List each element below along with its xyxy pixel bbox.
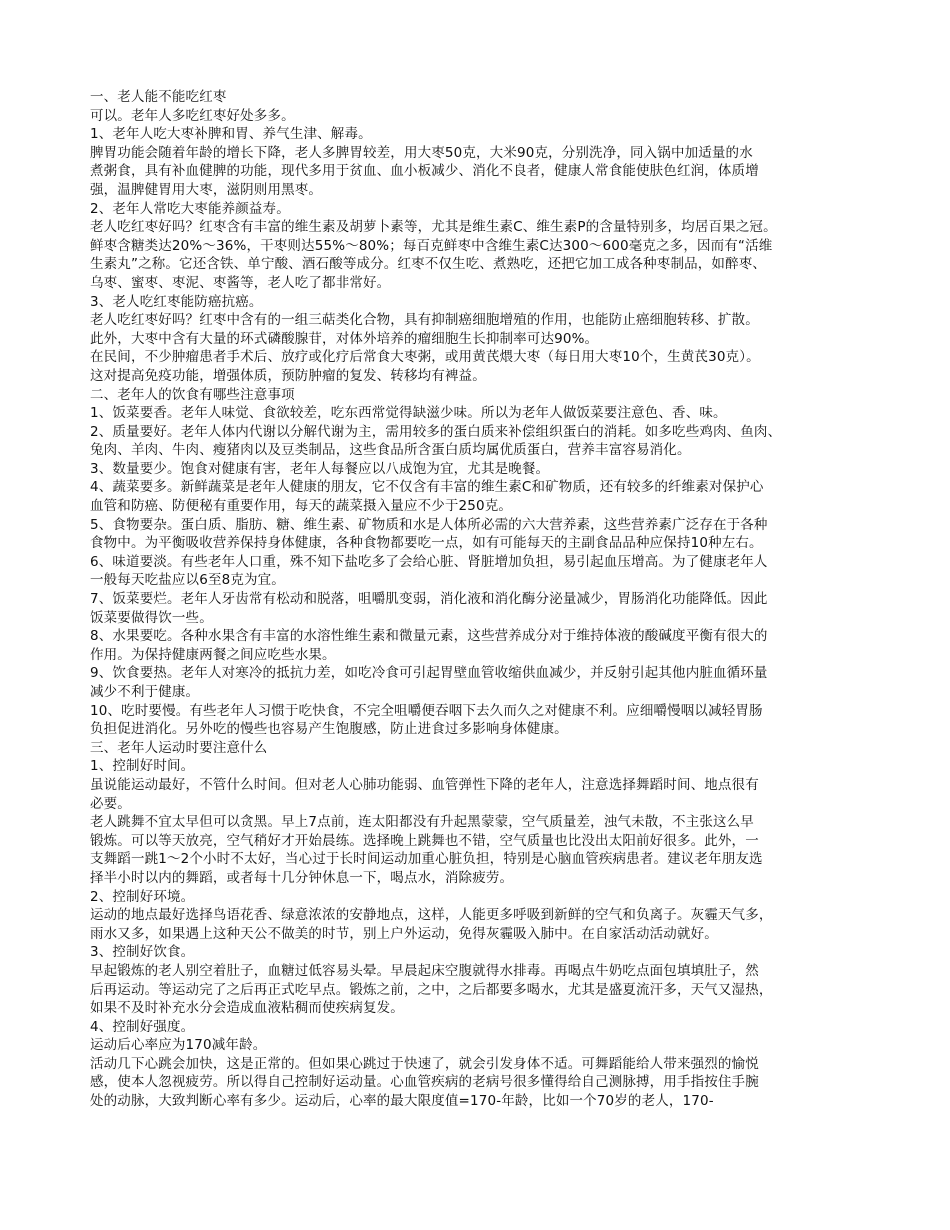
- text-line: 此外，大枣中含有大量的环式磷酸腺苷，对体外培养的瘤细胞生长抑制率可达90%。: [90, 330, 599, 347]
- text-line: 2、老年人常吃大枣能养颜益寿。: [90, 200, 290, 217]
- text-line: 一、老人能不能吃红枣: [90, 89, 227, 105]
- text-line: 鲜枣含糖类达20%～36%，干枣则达55%～80%；每百克鲜枣中含维生素C达300～600毫克之多，因而有“活维: [90, 237, 773, 254]
- text-line: 支舞蹈一跳1～2个小时不太好，当心过于长时间运动加重心脏负担，特别是心脑血管疾病患者。建议老年朋友选: [90, 851, 763, 868]
- text-line: 饭菜要做得饮一些。: [90, 609, 213, 626]
- text-line: 可以。老年人多吃红枣好处多多。: [90, 107, 295, 124]
- text-line: 雨水又多，如果遇上这种天公不做美的时节，别上户外运动，免得灰霾吸入肺中。在自家活动活动就好。: [90, 925, 718, 942]
- text-line: 后再运动。等运动完了之后再正式吃早点。锻炼之前，之中，之后都要多喝水，尤其是盛夏流汗多，天气又湿热，: [90, 981, 773, 998]
- text-line: 血管和防癌、防便秘有重要作用，每天的蔬菜摄入量应不少于250克。: [90, 498, 513, 515]
- text-line: 兔肉、羊肉、牛肉、瘦猪肉以及豆类制品，这些食品所含蛋白质均属优质蛋白，营养丰富容易消化。: [90, 442, 691, 459]
- text-line: 锻炼。可以等天放亮，空气稍好才开始晨练。选择晚上跳舞也不错，空气质量也比没出太阳前好很多。此外，一: [90, 832, 759, 849]
- text-line: 虽说能运动最好，不管什么时间。但对老人心肺功能弱、血管弹性下降的老年人，注意选择舞蹈时间、地点很有: [90, 776, 759, 793]
- text-line: 7、饭菜要烂。老年人牙齿常有松动和脱落，咀嚼肌变弱，消化液和消化酶分泌量减少，胃肠消化功能降低。因此: [90, 591, 768, 608]
- text-line: 感，使本人忽视疲劳。所以得自己控制好运动量。心血管疾病的老病号很多懂得给自己测脉搏，用手指按住手腕: [90, 1074, 759, 1091]
- text-line: 8、水果要吃。各种水果含有丰富的水溶性维生素和微量元素，这些营养成分对于维持体液的酸碱度平衡有很大的: [90, 628, 768, 645]
- text-line: 早起锻炼的老人别空着肚子，血糖过低容易头晕。早晨起床空腹就得水排毒。再喝点牛奶吃点面包填填肚子，然: [90, 962, 759, 979]
- text-line: 10、吃时要慢。有些老年人习惯于吃快食，不完全咀嚼便吞咽下去久而久之对健康不利。应细嚼慢咽以减轻胃肠: [90, 702, 763, 719]
- text-line: 老人吃红枣好吗？红枣中含有的一组三萜类化合物，具有抑制癌细胞增殖的作用，也能防止癌细胞转移、扩散。: [90, 312, 759, 329]
- text-line: 脾胃功能会随着年龄的增长下降，老人多脾胃较差，用大枣50克，大米90克，分别洗净，同入锅中加适量的水: [90, 144, 753, 161]
- text-line: 2、质量要好。老年人体内代谢以分解代谢为主，需用较多的蛋白质来补偿组织蛋白的消耗。如多吃些鸡肉、鱼肉、: [90, 423, 782, 440]
- text-line: 三、老年人运动时要注意什么: [90, 739, 268, 756]
- text-line: 运动的地点最好选择鸟语花香、绿意浓浓的安静地点，这样，人能更多呼吸到新鲜的空气和负离子。灰霾天气多，: [90, 907, 773, 924]
- text-line: 老人吃红枣好吗？红枣含有丰富的维生素及胡萝卜素等，尤其是维生素C、维生素P的含量特别多，均居百果之冠。: [90, 219, 777, 236]
- text-line: 3、老人吃红枣能防癌抗癌。: [90, 293, 263, 310]
- text-line: 运动后心率应为170减年龄。: [90, 1037, 267, 1054]
- text-line: 处的动脉，大致判断心率有多少。运动后，心率的最大限度值=170-年龄，比如一个70岁的老人，170-: [90, 1093, 714, 1110]
- text-line: 1、老年人吃大枣补脾和胃、养气生津、解毒。: [90, 126, 372, 143]
- text-line: 食物中。为平衡吸收营养保持身体健康，各种食物都要吃一点，如有可能每天的主副食品品种应保持10种左右。: [90, 535, 763, 552]
- text-line: 活动几下心跳会加快，这是正常的。但如果心跳过于快速了，就会引发身体不适。可舞蹈能给人带来强烈的愉悦: [90, 1055, 759, 1072]
- text-line: 2、控制好环境。: [90, 888, 195, 905]
- text-line: 必要。: [90, 795, 131, 812]
- text-line: 作用。为保持健康两餐之间应吃些水果。: [90, 646, 336, 663]
- text-line: 6、味道要淡。有些老年人口重，殊不知下盐吃多了会给心脏、肾脏增加负担，易引起血压增高。为了健康老年人: [90, 553, 768, 570]
- text-line: 生素丸”之称。它还含铁、单宁酸、酒石酸等成分。红枣不仅生吃、煮熟吃，还把它加工成各种枣制品，如醉枣、: [90, 256, 766, 273]
- text-line: 择半小时以内的舞蹈，或者每十几分钟休息一下，喝点水，消除疲劳。: [90, 869, 514, 886]
- text-line: 5、食物要杂。蛋白质、脂肪、糖、维生素、矿物质和水是人体所必需的六大营养素，这些营养素广泛存在于各种: [90, 516, 768, 533]
- text-line: 乌枣、蜜枣、枣泥、枣酱等，老人吃了都非常好。: [90, 274, 391, 291]
- text-line: 这对提高免疫功能，增强体质，预防肿瘤的复发、转移均有裨益。: [90, 367, 486, 384]
- text-line: 煮粥食，具有补血健脾的功能，现代多用于贫血、血小板减少、消化不良者，健康人常食能使肤色红润，体质增: [90, 163, 759, 180]
- text-line: 如果不及时补充水分会造成血液粘稠而使疾病复发。: [90, 1000, 404, 1017]
- text-line: 1、饭菜要香。老年人味觉、食欲较差，吃东西常觉得缺滋少味。所以为老年人做饭菜要注意色、香、味。: [90, 405, 727, 422]
- text-line: 3、数量要少。饱食对健康有害，老年人每餐应以八成饱为宜，尤其是晚餐。: [90, 460, 550, 477]
- text-line: 在民间，不少肿瘤患者手术后、放疗或化疗后常食大枣粥，或用黄芪煨大枣（每日用大枣10个，生黄芪30克）。: [90, 349, 760, 366]
- text-line: 减少不利于健康。: [90, 684, 200, 700]
- document-page: [90, 88, 870, 1111]
- text-line: 负担促进消化。另外吃的慢些也容易产生饱腹感，防止进食过多影响身体健康。: [90, 721, 568, 738]
- text-line: 4、蔬菜要多。新鲜蔬菜是老年人健康的朋友，它不仅含有丰富的维生素C和矿物质，还有较多的纤维素对保护心: [90, 479, 764, 496]
- text-line: 强，温脾健胃用大枣，滋阴则用黑枣。: [90, 181, 323, 198]
- text-line: 二、老年人的饮食有哪些注意事项: [90, 386, 295, 403]
- text-line: 老人跳舞不宜太早但可以贪黑。早上7点前，连太阳都没有升起黑蒙蒙，空气质量差，浊气未散，不主张这么早: [90, 814, 754, 831]
- text-line: 一般每天吃盐应以6至8克为宜。: [90, 572, 285, 589]
- text-line: 1、控制好时间。: [90, 758, 195, 775]
- text-line: 4、控制好强度。: [90, 1018, 195, 1035]
- text-line: 9、饮食要热。老年人对寒冷的抵抗力差，如吃冷食可引起胃壁血管收缩供血减少，并反射引起其他内脏血循环量: [90, 665, 768, 682]
- text-line: 3、控制好饮食。: [90, 944, 195, 961]
